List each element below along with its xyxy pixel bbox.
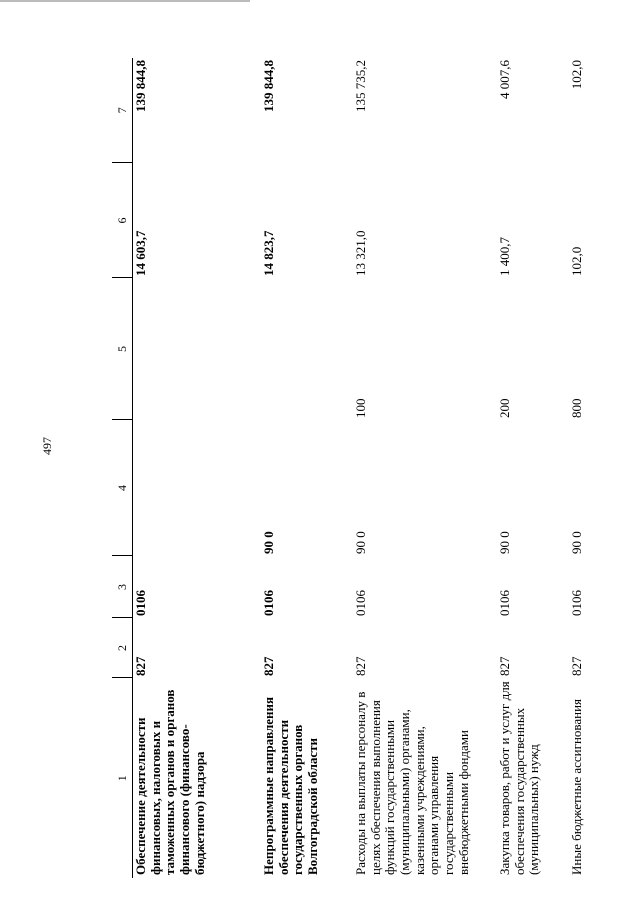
cell-amount-2: 139 844,8 xyxy=(133,60,148,112)
cell-target: 90 0 xyxy=(261,531,276,554)
row-name: Обеспечение деятельности финансовых, налоговых и таможенных органов и органов финансового (финансово-бюджетного) надзора xyxy=(133,689,207,875)
cell-ministry: 827 xyxy=(569,656,584,676)
cell-amount-2: 102,0 xyxy=(569,60,584,90)
cell-section: 0106 xyxy=(497,590,512,616)
cell-amount-1: 14 823,7 xyxy=(261,230,276,276)
cell-ministry: 827 xyxy=(353,656,368,676)
cell-amount-1: 1 400,7 xyxy=(497,237,512,276)
cell-expense-type: 200 xyxy=(497,398,512,418)
cell-expense-type xyxy=(261,278,353,420)
col-header-3: 3 xyxy=(112,556,133,618)
cell-amount-2: 4 007,6 xyxy=(497,60,512,99)
col-header-2: 2 xyxy=(112,618,133,678)
row-name: Иные бюджетные ассигнования xyxy=(569,698,584,875)
cell-section: 0106 xyxy=(133,590,148,616)
budget-table xyxy=(112,58,601,878)
table-row xyxy=(497,58,569,878)
table-row xyxy=(569,58,601,878)
row-name: Закупка товаров, работ и услуг для обеспечения государственных (муниципальных) нужд xyxy=(497,681,542,875)
cell-amount-2: 135 735,2 xyxy=(353,60,368,112)
cell-section: 0106 xyxy=(261,590,276,616)
table-row xyxy=(261,58,353,878)
col-header-4: 4 xyxy=(112,420,133,556)
cell-ministry: 827 xyxy=(497,656,512,676)
cell-target: 90 0 xyxy=(353,531,368,554)
row-name: Расходы на выплаты персоналу в целях обеспечения выполнения функций государственными (муниципальными) органами, казенными учреждениями, органами управления государственными внебюджетными фондами xyxy=(353,691,471,875)
cell-amount-1: 14 603,7 xyxy=(133,230,148,276)
page-number: 497 xyxy=(40,437,54,455)
col-header-7: 7 xyxy=(112,58,133,163)
cell-amount-1: 102,0 xyxy=(569,246,584,276)
header-row xyxy=(112,58,133,878)
cell-section: 0106 xyxy=(353,590,368,616)
cell-target: 90 0 xyxy=(497,531,512,554)
cell-ministry: 827 xyxy=(261,656,276,676)
col-header-6: 6 xyxy=(112,163,133,278)
col-header-1: 1 xyxy=(112,678,133,878)
cell-ministry: 827 xyxy=(133,656,148,676)
cell-target xyxy=(133,420,262,556)
cell-expense-type xyxy=(133,278,262,420)
cell-expense-type: 100 xyxy=(353,398,368,418)
cell-section: 0106 xyxy=(569,590,584,616)
cell-expense-type: 800 xyxy=(569,398,584,418)
table-row xyxy=(133,58,262,878)
row-name: Непрограммные направления обеспечения деятельности государственных органов Волгоградской области xyxy=(261,696,321,875)
col-header-5: 5 xyxy=(112,278,133,420)
top-rule xyxy=(0,0,250,2)
rotated-table-container xyxy=(112,58,602,878)
cell-amount-2: 139 844,8 xyxy=(261,60,276,112)
table-row xyxy=(353,58,497,878)
cell-target: 90 0 xyxy=(569,531,584,554)
cell-amount-1: 13 321,0 xyxy=(353,230,368,276)
